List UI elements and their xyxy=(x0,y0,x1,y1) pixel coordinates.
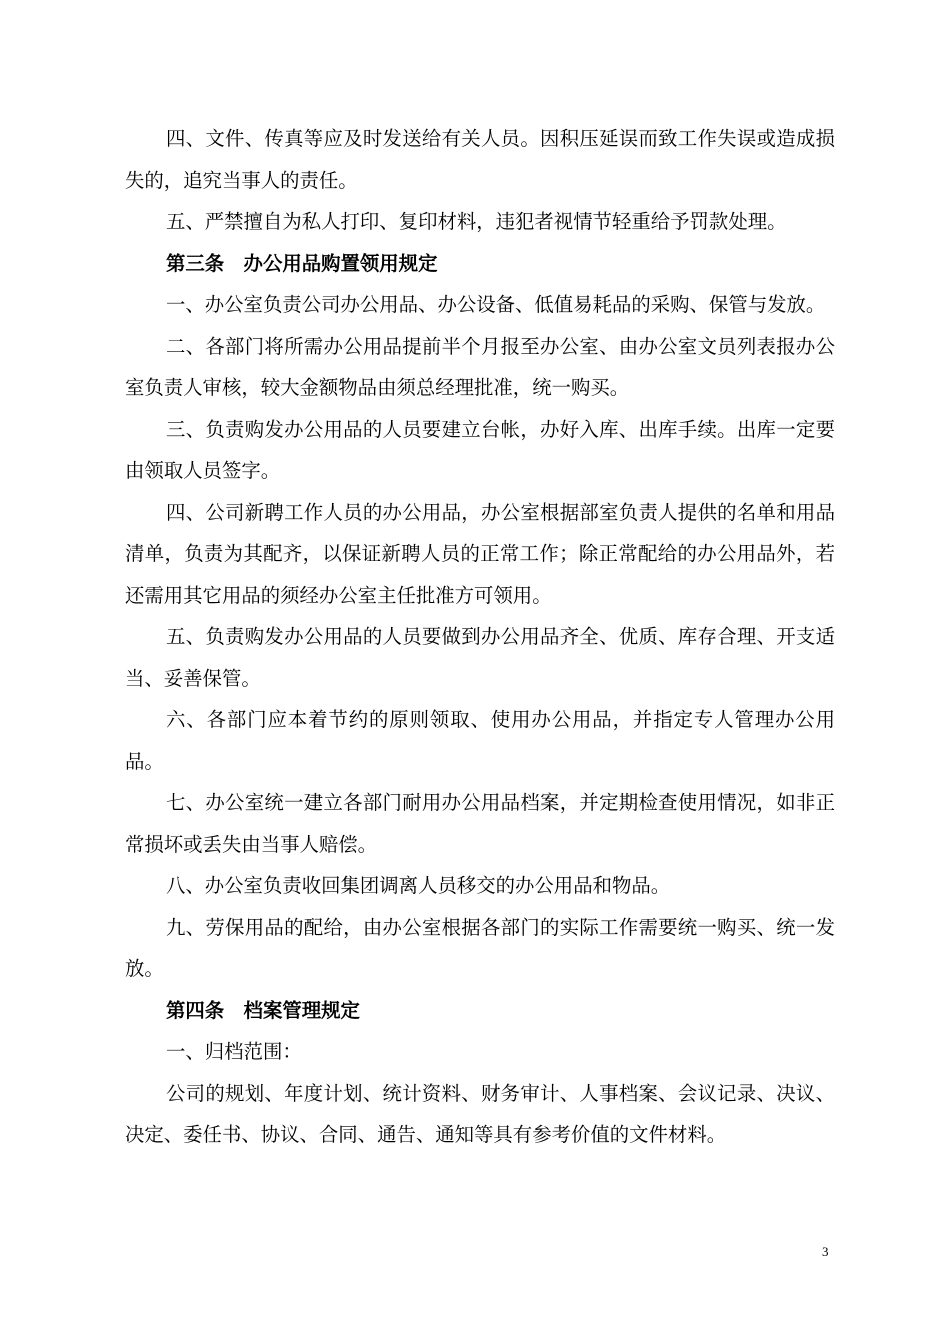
paragraph: 五、严禁擅自为私人打印、复印材料，违犯者视情节轻重给予罚款处理。 xyxy=(166,210,787,233)
section-heading: 第四条 档案管理规定 xyxy=(166,998,360,1022)
document-body xyxy=(125,118,835,1156)
section-heading: 第三条 办公用品购置领用规定 xyxy=(166,251,438,275)
paragraph: 八、办公室负责收回集团调离人员移交的办公用品和物品。 xyxy=(166,874,671,897)
paragraph: 一、归档范围： xyxy=(166,1040,302,1063)
paragraph: 一、办公室负责公司办公用品、办公设备、低值易耗品的采购、保管与发放。 xyxy=(166,293,826,316)
paragraph: 四、公司新聘工作人员的办公用品，办公室根据部室负责人提供的名单和用品清单，负责为其配齐，以保证新聘人员的正常工作；除正常配给的办公用品外，若还需用其它用品的须经办公室主任批准方可领用。 xyxy=(125,500,835,607)
paragraph: 五、负责购发办公用品的人员要做到办公用品齐全、优质、库存合理、开支适当、妥善保管。 xyxy=(125,625,835,690)
paragraph: 七、办公室统一建立各部门耐用办公用品档案，并定期检查使用情况，如非正常损坏或丢失由当事人赔偿。 xyxy=(125,791,835,856)
paragraph: 公司的规划、年度计划、统计资料、财务审计、人事档案、会议记录、决议、决定、委任书、协议、合同、通告、通知等具有参考价值的文件材料。 xyxy=(125,1081,835,1146)
paragraph: 六、各部门应本着节约的原则领取、使用办公用品，并指定专人管理办公用品。 xyxy=(125,708,835,773)
page-number: 3 xyxy=(822,1244,829,1259)
paragraph: 三、负责购发办公用品的人员要建立台帐，办好入库、出库手续。出库一定要由领取人员签字。 xyxy=(125,417,835,482)
paragraph: 二、各部门将所需办公用品提前半个月报至办公室、由办公室文员列表报办公室负责人审核，较大金额物品由须总经理批准，统一购买。 xyxy=(125,334,835,399)
paragraph: 四、文件、传真等应及时发送给有关人员。因积压延误而致工作失误或造成损失的，追究当事人的责任。 xyxy=(125,127,835,192)
paragraph: 九、劳保用品的配给，由办公室根据各部门的实际工作需要统一购买、统一发放。 xyxy=(125,915,835,980)
